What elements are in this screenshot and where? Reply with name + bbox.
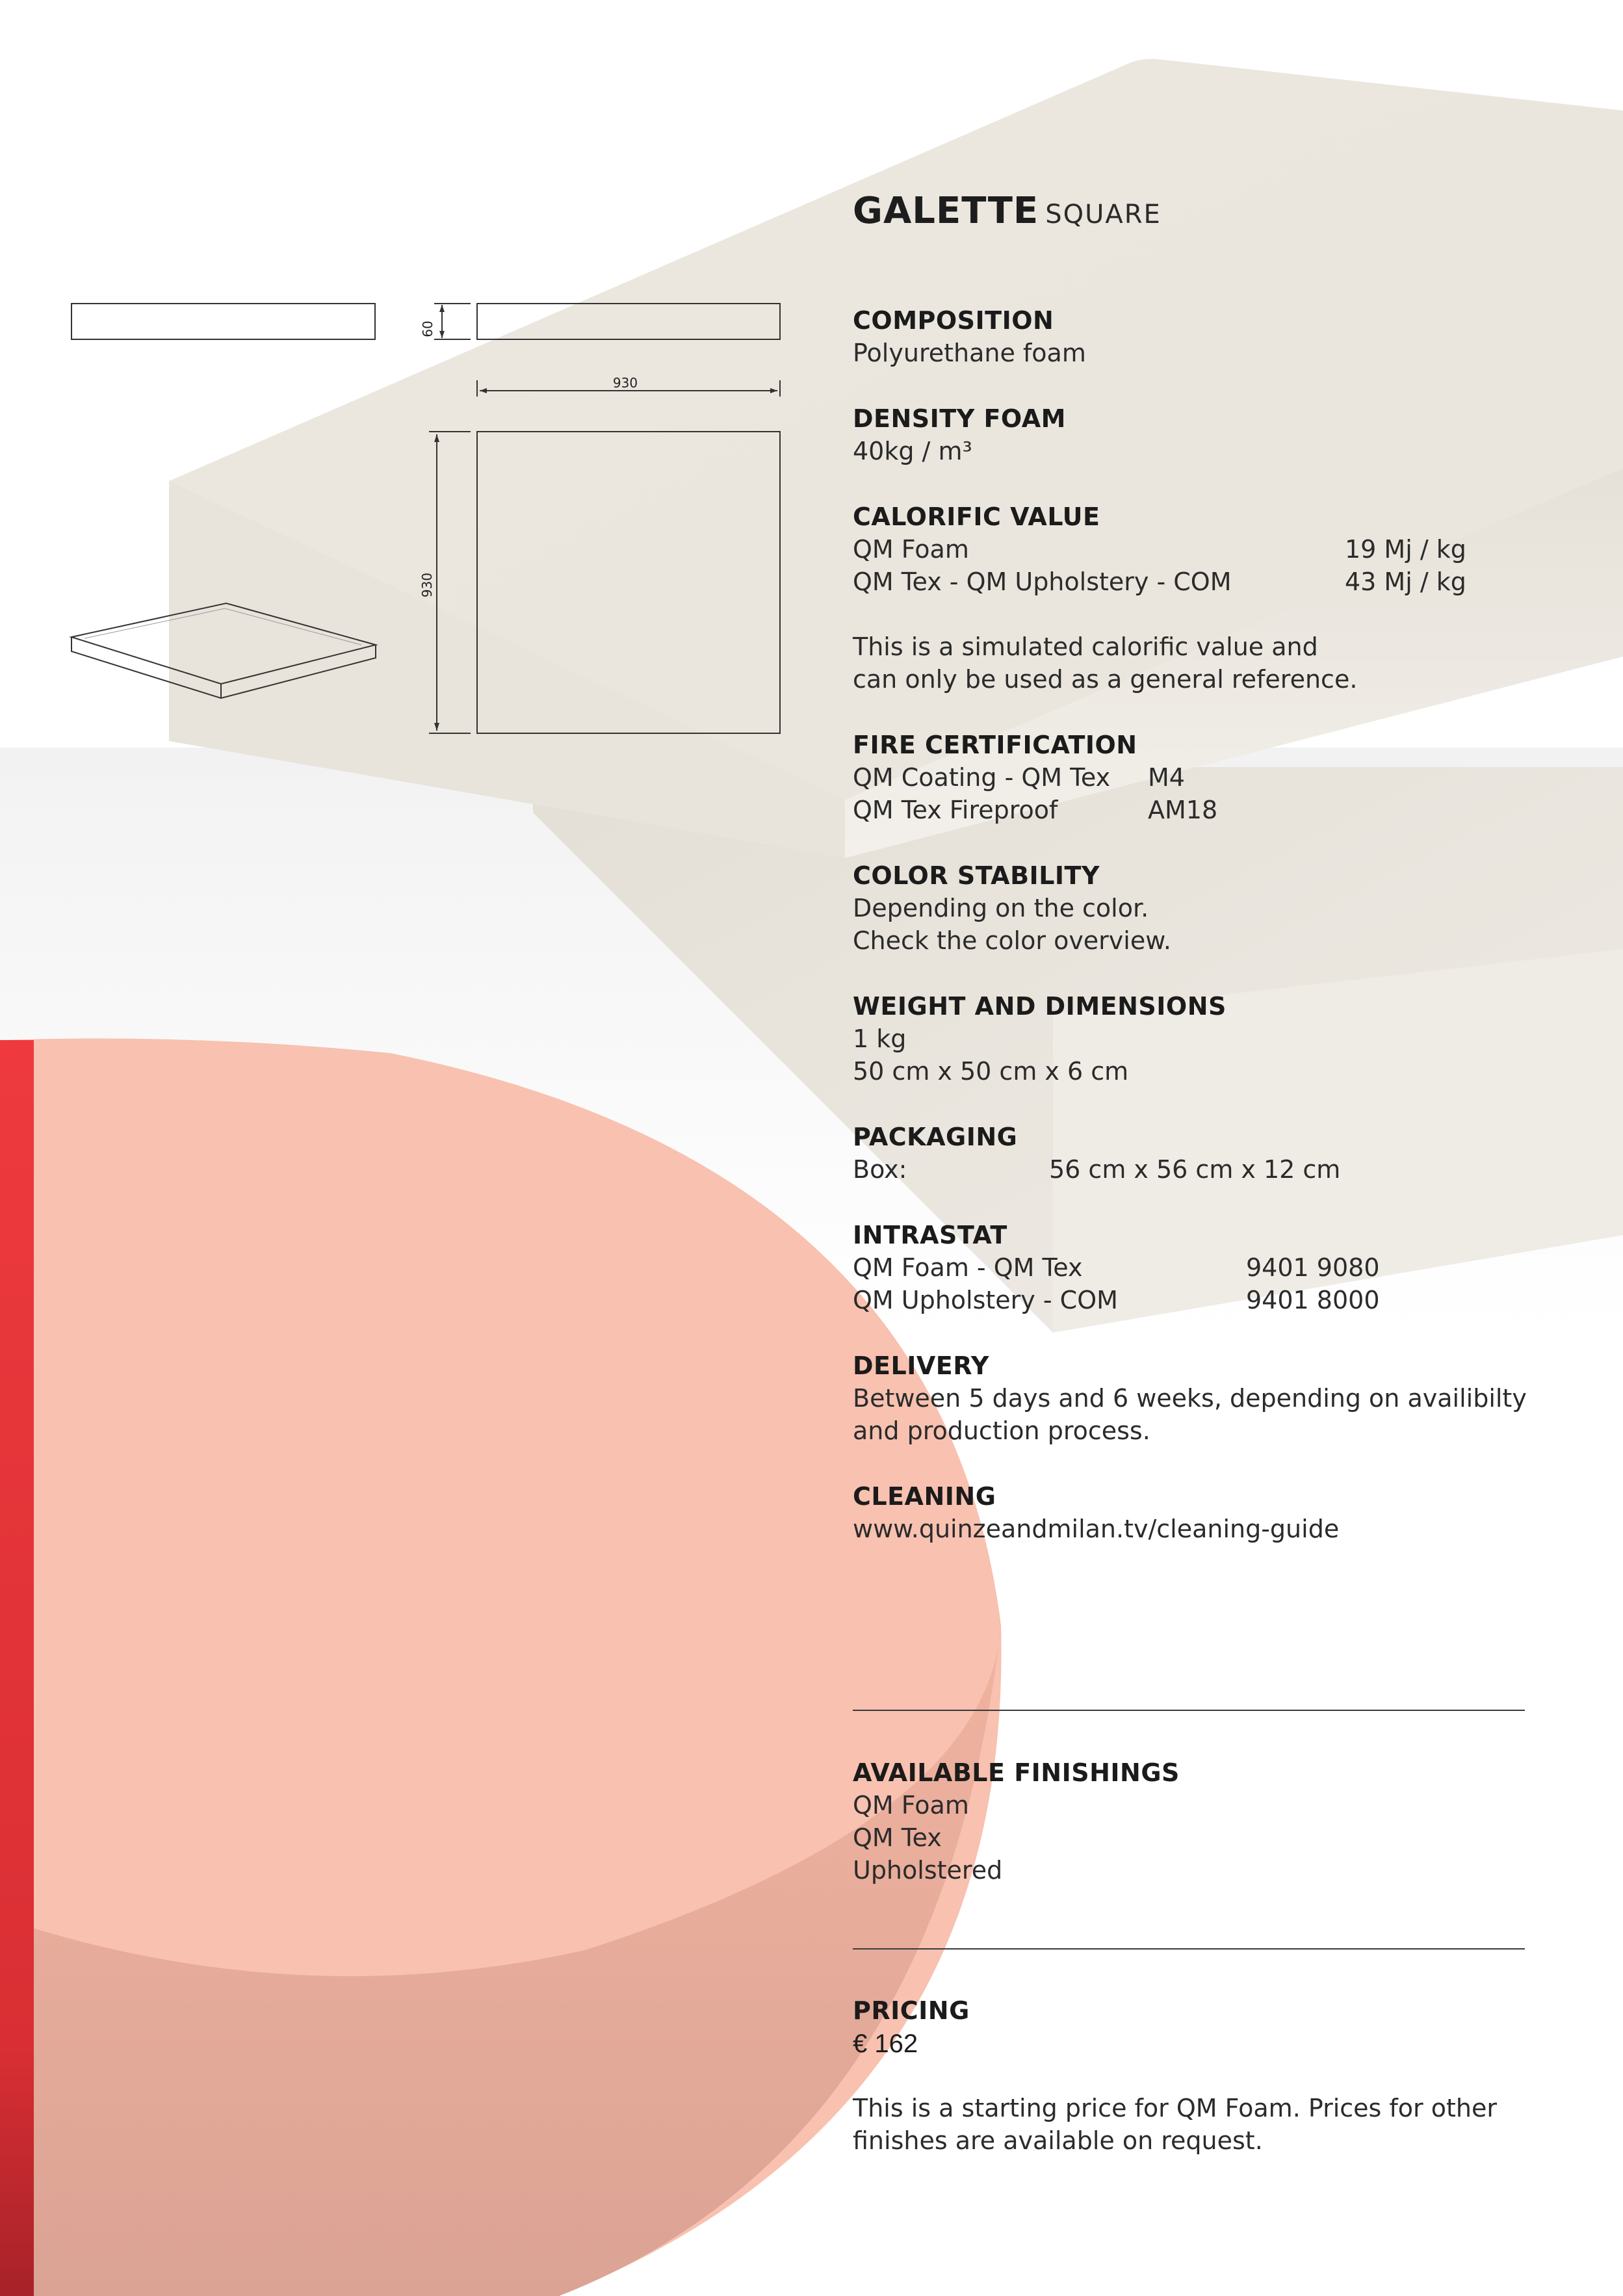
calorific-label: QM Foam [853, 535, 969, 564]
divider [853, 1710, 1525, 1711]
color-stability-title: COLOR STABILITY [853, 861, 1100, 890]
delivery-line: and production process. [853, 1416, 1150, 1445]
intrastat-label: QM Upholstery - COM [853, 1286, 1118, 1314]
intrastat-title: INTRASTAT [853, 1221, 1007, 1249]
calorific-value: 43 Mj / kg [1345, 567, 1466, 596]
cleaning-title: CLEANING [853, 1482, 996, 1511]
fire-section [853, 729, 1535, 826]
calorific-row [853, 566, 1535, 598]
weight-line: 1 kg [853, 1024, 907, 1053]
fire-title: FIRE CERTIFICATION [853, 731, 1137, 759]
density-title: DENSITY FOAM [853, 404, 1066, 433]
product-name: GALETTE [853, 190, 1039, 232]
delivery-line: Between 5 days and 6 weeks, depending on availibilty [853, 1384, 1527, 1413]
color-stability-line: Depending on the color. [853, 894, 1149, 922]
pricing-note: finishes are available on request. [853, 2126, 1263, 2155]
intrastat-row [853, 1251, 1535, 1284]
fire-value: M4 [1148, 763, 1185, 792]
intrastat-value: 9401 9080 [1246, 1253, 1380, 1282]
finishing-item: QM Tex [853, 1823, 942, 1852]
color-stability-line: Check the color overview. [853, 926, 1171, 955]
calorific-note: This is a simulated calorific value and [853, 633, 1318, 661]
calorific-title: CALORIFIC VALUE [853, 502, 1100, 531]
product-title [853, 190, 1162, 232]
weight-section [853, 990, 1535, 1088]
composition-section [853, 304, 1535, 369]
density-section [853, 402, 1535, 467]
pricing-title: PRICING [853, 1996, 970, 2025]
fire-row [853, 794, 1535, 826]
dim-depth-label: 930 [419, 572, 435, 598]
calorific-label: QM Tex - QM Upholstery - COM [853, 567, 1232, 596]
product-variant: SQUARE [1045, 200, 1162, 229]
composition-title: COMPOSITION [853, 306, 1054, 335]
packaging-label: Box: [853, 1155, 907, 1184]
finishings-section [853, 1756, 1535, 1886]
packaging-title: PACKAGING [853, 1123, 1018, 1151]
finishings-title: AVAILABLE FINISHINGS [853, 1758, 1180, 1787]
calorific-row [853, 533, 1535, 566]
composition-value: Polyurethane foam [853, 339, 1086, 367]
cleaning-section [853, 1480, 1535, 1545]
packaging-section [853, 1121, 1535, 1186]
pricing-note: This is a starting price for QM Foam. Prices for other [853, 2094, 1497, 2122]
cleaning-link[interactable]: www.quinzeandmilan.tv/cleaning-guide [853, 1515, 1340, 1543]
intrastat-label: QM Foam - QM Tex [853, 1253, 1083, 1282]
fire-label: QM Tex Fireproof [853, 796, 1058, 824]
finishing-item: QM Foam [853, 1791, 969, 1820]
packaging-value: 56 cm x 56 cm x 12 cm [1049, 1155, 1341, 1184]
calorific-value: 19 Mj / kg [1345, 535, 1466, 564]
fire-label: QM Coating - QM Tex [853, 763, 1111, 792]
divider [853, 1948, 1525, 1950]
delivery-section [853, 1350, 1535, 1447]
intrastat-section [853, 1219, 1535, 1316]
fire-row [853, 761, 1535, 794]
color-stability-section [853, 859, 1535, 957]
pricing-section [853, 1994, 1535, 2157]
density-value: 40kg / m³ [853, 437, 972, 465]
delivery-title: DELIVERY [853, 1351, 989, 1380]
dim-width-label: 930 [612, 375, 638, 391]
weight-title: WEIGHT AND DIMENSIONS [853, 992, 1227, 1021]
packaging-row [853, 1153, 1535, 1186]
calorific-section [853, 501, 1535, 696]
finishing-item: Upholstered [853, 1856, 1003, 1885]
intrastat-row [853, 1284, 1535, 1316]
weight-line: 50 cm x 50 cm x 6 cm [853, 1057, 1129, 1086]
dim-height-label: 60 [420, 320, 435, 337]
calorific-note: can only be used as a general reference. [853, 665, 1358, 694]
fire-value: AM18 [1148, 796, 1218, 824]
intrastat-value: 9401 8000 [1246, 1286, 1380, 1314]
price-value: € 162 [853, 2029, 918, 2058]
